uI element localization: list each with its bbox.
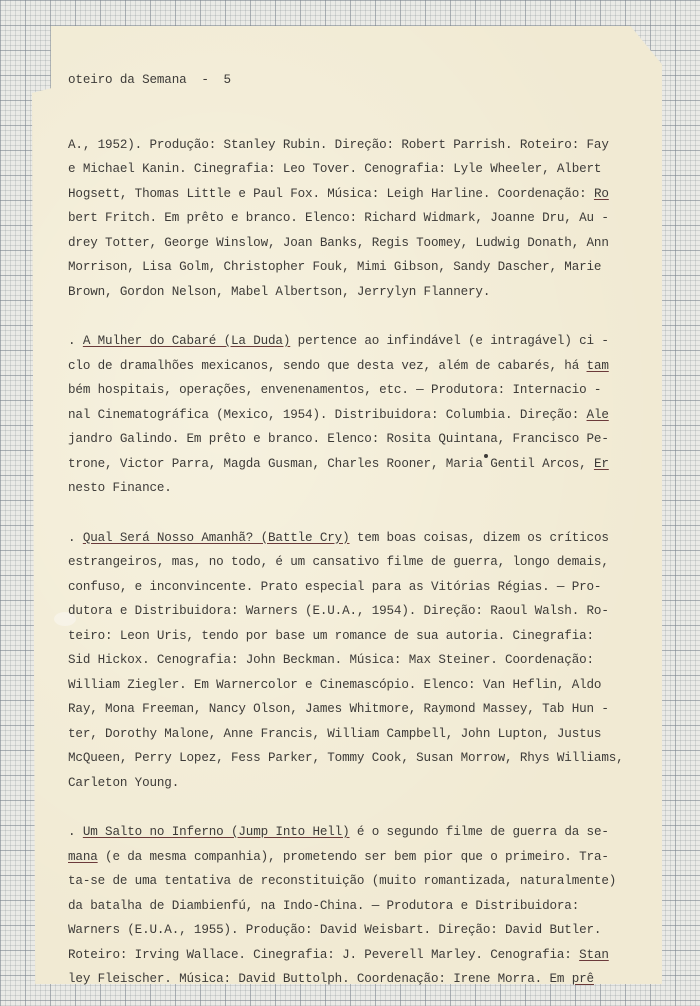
text-segment: Roteiro: Irving Wallace. Cinegrafia: J. Peverell Marley. Cenografia: <box>68 947 580 962</box>
page-header: oteiro da Semana - 5 <box>68 73 231 87</box>
text-line <box>68 894 628 919</box>
paragraph <box>68 526 628 796</box>
underlined-text: Stan <box>579 947 609 962</box>
text-line <box>68 575 628 600</box>
text-segment: clo de dramalhões mexicanos, sendo que desta vez, além de cabarés, há <box>68 358 587 373</box>
text-segment: . <box>68 334 83 348</box>
text-line <box>68 599 628 624</box>
document-body <box>68 133 628 992</box>
text-line <box>68 403 628 428</box>
text-segment: . <box>68 530 83 545</box>
text-segment: e Michael Kanin. Cinegrafia: Leo Tover. Cenografia: Lyle Wheeler, Albert <box>68 162 602 176</box>
text-line <box>68 206 628 231</box>
text-segment: estrangeiros, mas, no todo, é um cansativo filme de guerra, longo demais, <box>68 555 609 569</box>
text-line <box>68 648 628 673</box>
text-segment: William Ziegler. Em Warnercolor e Cinemascópio. Elenco: Van Heflin, Aldo <box>68 677 602 692</box>
text-line <box>68 133 628 158</box>
underlined-text: Ro <box>593 186 609 201</box>
underlined-text: Ale <box>586 407 609 422</box>
text-segment: nesto Finance. <box>68 481 172 495</box>
text-segment: . <box>68 825 83 839</box>
text-line <box>68 746 628 771</box>
text-line <box>68 427 628 452</box>
text-line <box>68 943 628 968</box>
text-segment: tem boas coisas, dizem os críticos <box>349 530 609 545</box>
paragraph <box>68 133 628 305</box>
underlined-text: Er <box>593 456 609 471</box>
underlined-text: Qual Será Nosso Amanhã? (Battle Cry) <box>82 530 350 545</box>
underlined-text: A Mulher do Cabaré (La Duda) <box>82 334 291 348</box>
paragraph <box>68 820 628 992</box>
paragraph <box>68 329 628 501</box>
paragraph-gap <box>68 795 628 820</box>
paragraph-gap <box>68 304 628 329</box>
text-segment: Morrison, Lisa Golm, Christopher Fouk, Mimi Gibson, Sandy Dascher, Marie <box>68 260 602 274</box>
text-line <box>68 845 628 870</box>
text-line <box>68 280 628 305</box>
paragraph-gap <box>68 501 628 526</box>
underlined-text: Um Salto no Inferno (Jump Into Hell) <box>82 825 350 839</box>
underlined-text: prê <box>571 972 594 986</box>
text-segment: (e da mesma companhia), prometendo ser bem pior que o primeiro. Tra- <box>97 849 609 864</box>
text-line <box>68 182 628 207</box>
text-segment: trone, Victor Parra, Magda Gusman, Charles Rooner, Maria Gentil Arcos, <box>68 456 594 471</box>
text-segment: teiro: Leon Uris, tendo por base um romance de sua autoria. Cinegrafia: <box>68 628 594 643</box>
text-segment: Warners (E.U.A., 1955). Produção: David Weisbart. Direção: David Butler. <box>68 923 602 937</box>
text-line <box>68 231 628 256</box>
text-segment: ter, Dorothy Malone, Anne Francis, William Campbell, John Lupton, Justus <box>68 726 602 741</box>
text-segment: bém hospitais, operações, envenenamentos, etc. — Produtora: Internacio - <box>68 383 602 397</box>
text-segment: Ray, Mona Freeman, Nancy Olson, James Whitmore, Raymond Massey, Tab Hun - <box>68 702 609 716</box>
text-line <box>68 869 628 894</box>
text-line <box>68 771 628 796</box>
text-line <box>68 550 628 575</box>
text-line <box>68 526 628 551</box>
text-segment: ley Fleischer. Música: David Buttolph. Coordenação: Irene Morra. Em <box>68 972 572 986</box>
text-line <box>68 329 628 354</box>
text-segment: confuso, e inconvincente. Prato especial para as Vitórias Régias. — Pro- <box>68 579 602 594</box>
text-segment: da batalha de Diambienfú, na Indo-China. — Produtora e Distribuidora: <box>68 898 580 913</box>
text-segment: dutora e Distribuidora: Warners (E.U.A., 1954). Direção: Raoul Walsh. Ro- <box>68 604 609 618</box>
text-segment: jandro Galindo. Em prêto e branco. Elenco: Rosita Quintana, Francisco Pe- <box>68 432 609 446</box>
underlined-text: tam <box>586 358 609 373</box>
typed-document <box>68 40 628 1006</box>
underlined-text: mana <box>68 849 98 864</box>
text-line <box>68 452 628 477</box>
text-segment: Hogsett, Thomas Little e Paul Fox. Música: Leigh Harline. Coordenação: <box>68 186 594 201</box>
text-segment: ta-se de uma tentativa de reconstituição (muito romantizada, naturalmente) <box>68 874 617 888</box>
text-segment: pertence ao infindável (e intragável) ci - <box>290 334 609 348</box>
text-segment: Sid Hickox. Cenografia: John Beckman. Música: Max Steiner. Coordenação: <box>68 653 594 667</box>
text-line <box>68 820 628 845</box>
text-line <box>68 378 628 403</box>
text-segment: bert Fritch. Em prêto e branco. Elenco: Richard Widmark, Joanne Dru, Au - <box>68 211 609 225</box>
text-line <box>68 354 628 379</box>
text-segment: A., 1952). Produção: Stanley Rubin. Direção: Robert Parrish. Roteiro: Fay <box>68 137 609 152</box>
text-line <box>68 697 628 722</box>
text-line <box>68 722 628 747</box>
text-segment: Carleton Young. <box>68 775 180 790</box>
text-line <box>68 673 628 698</box>
text-segment: é o segundo filme de guerra da se- <box>349 825 609 839</box>
text-line <box>68 967 628 992</box>
text-segment: Brown, Gordon Nelson, Mabel Albertson, Jerrylyn Flannery. <box>68 284 491 299</box>
text-line <box>68 918 628 943</box>
text-segment: nal Cinematográfica (Mexico, 1954). Distribuidora: Columbia. Direção: <box>68 407 587 422</box>
text-segment: McQueen, Perry Lopez, Fess Parker, Tommy Cook, Susan Morrow, Rhys Williams, <box>68 751 624 765</box>
text-line <box>68 476 628 501</box>
text-line <box>68 624 628 649</box>
text-line <box>68 157 628 182</box>
text-line <box>68 255 628 280</box>
text-segment: drey Totter, George Winslow, Joan Banks, Regis Toomey, Ludwig Donath, Ann <box>68 235 609 250</box>
